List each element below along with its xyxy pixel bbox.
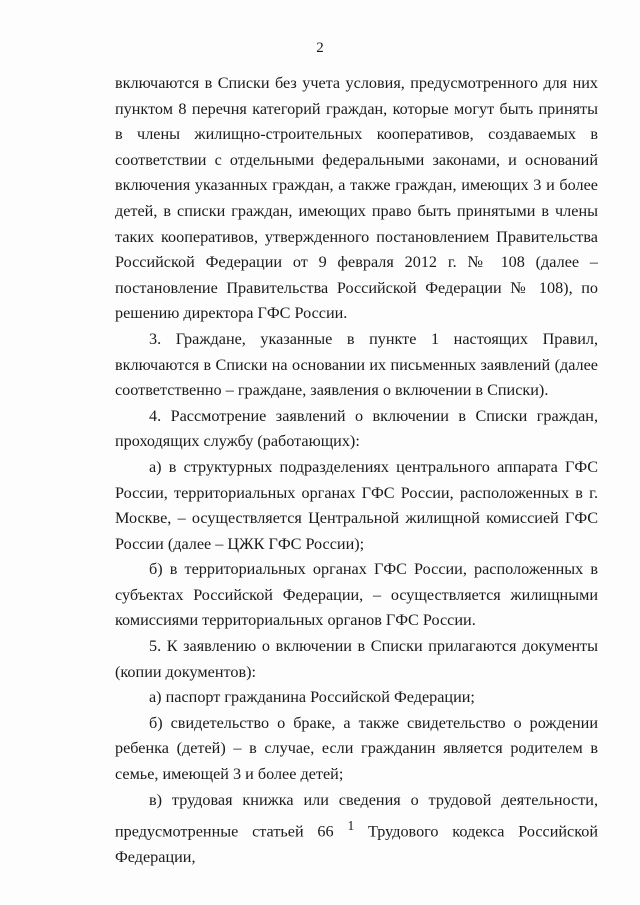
paragraph-item-5a: а) паспорт гражданина Российской Федерации; <box>149 688 475 707</box>
paragraph-item-4a: а) в структурных подразделениях центрального аппарата ГФС России, территориальных органах ГФС России, расположенных в г. Москве, – осуществляется Центральной жилищной комиссией ГФС России (далее – ЦЖК ГФС России); <box>115 457 598 553</box>
article-superscript: 1 <box>347 818 355 834</box>
paragraph-item-5: 5. К заявлению о включении в Списки прилагаются документы (копии документов): <box>115 637 598 681</box>
page-number: 2 <box>316 40 324 56</box>
paragraph-item-3: 3. Граждане, указанные в пункте 1 настоящих Правил, включаются в Списки на основании их письменных заявлений (далее соответственно – граждане, заявления о включении в Списки). <box>115 329 598 400</box>
paragraph-item-4: 4. Рассмотрение заявлений о включении в Списки граждан, проходящих службу (работающих): <box>115 406 598 451</box>
paragraph-item-5b: б) свидетельство о браке, а также свидетельство о рождении ребенка (детей) – в случае, если гражданин является родителем в семье, имеющей 3 и более детей; <box>115 713 598 784</box>
paragraph-continuation: включаются в Списки без учета условия, предусмотренного для них пунктом 8 перечня категорий граждан, которые могут быть приняты в члены жилищно-строительных кооперативов, создаваемых в соответствии с отдельными федеральными законами, и оснований включения указанных граждан, а также граждан, имеющих 3 и более детей, в списки граждан, имеющих право быть принятыми в члены таких кооперативов, утвержденного постановлением Правительства Российской Федерации от 9 февраля 2012 г. № 108 (далее – постановление Правительства Российской Федерации № 108), по решению директора ГФС России. <box>115 74 598 323</box>
paragraph-item-5v <box>115 788 598 871</box>
paragraph-item-4b: б) в территориальных органах ГФС России, расположенных в субъектах Российской Федерации, – осуществляется жилищными комиссиями территориальных органов ГФС России. <box>115 560 598 630</box>
paragraph-item-5v-text: в) трудовая книжка или сведения о трудовой деятельности, предусмотренные статьей 66 <box>115 790 598 841</box>
paragraph-item-5v-tail: Трудового кодекса Российской Федерации, <box>115 822 598 867</box>
document-body <box>115 71 598 871</box>
